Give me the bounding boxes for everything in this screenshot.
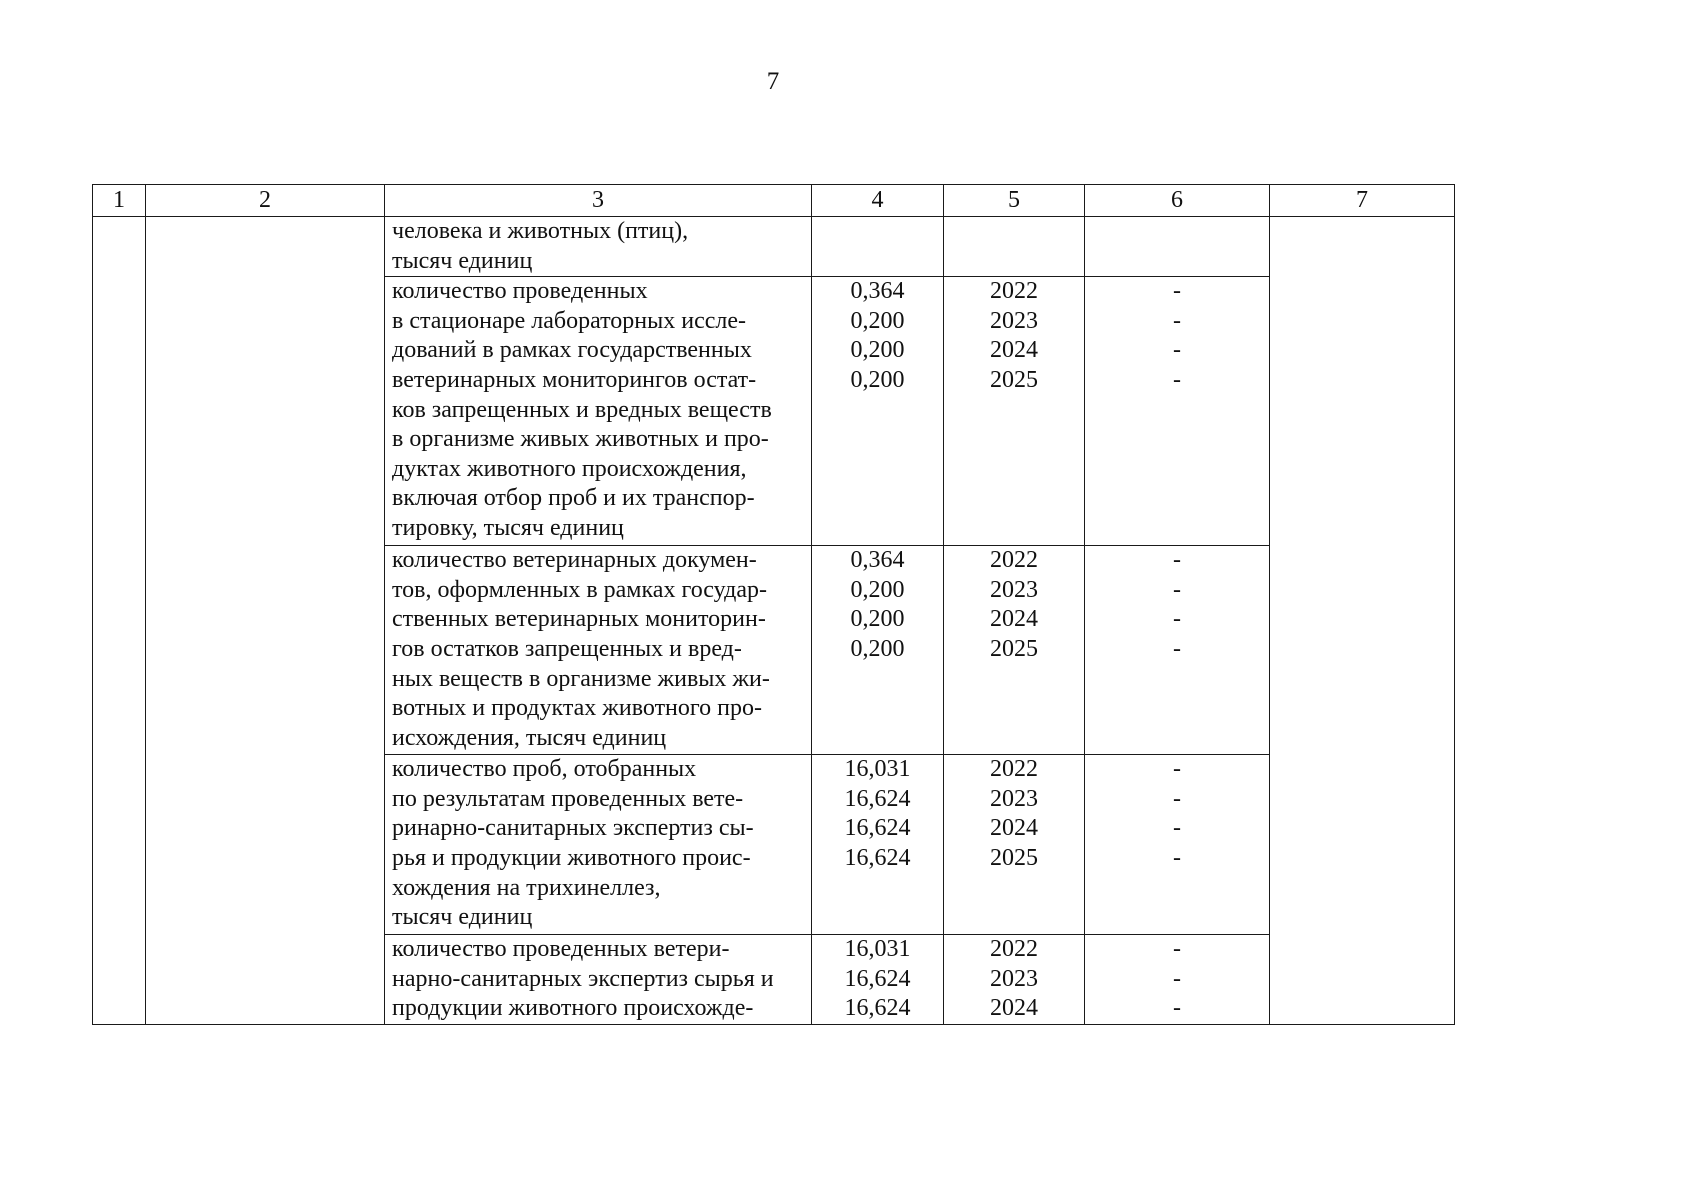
value-cell — [812, 217, 944, 277]
year-text: 2022 — [990, 278, 1038, 305]
value-text: 16,624 — [844, 785, 911, 812]
note-cell — [1085, 546, 1270, 755]
value-cell — [812, 546, 944, 755]
header-col-5: 5 — [944, 185, 1085, 217]
value-text: 0,200 — [850, 307, 905, 334]
header-col-7: 7 — [1270, 185, 1455, 217]
year-text: 2024 — [990, 995, 1038, 1022]
indicator-line: тов, оформленных в рамках государ- — [392, 576, 767, 603]
year-text: 2025 — [990, 844, 1038, 871]
indicator-cell — [385, 755, 812, 935]
value-text: 16,624 — [844, 995, 911, 1022]
note-cell — [1085, 277, 1270, 546]
col1-merged-cell — [93, 217, 146, 1025]
indicator-line: включая отбор проб и их транспор- — [392, 485, 755, 512]
indicator-line: количество проб, отобранных — [392, 756, 697, 783]
indicator-line: вотных и продуктах животного про- — [392, 695, 762, 722]
note-cell — [1085, 755, 1270, 935]
note-text: - — [1173, 965, 1181, 992]
year-text: 2023 — [990, 785, 1038, 812]
header-col-2: 2 — [146, 185, 385, 217]
year-cell — [944, 935, 1085, 1025]
indicator-line: рья и продукции животного проис- — [392, 844, 751, 871]
note-text: - — [1173, 366, 1181, 393]
indicator-line: человека и животных (птиц), — [392, 218, 689, 244]
year-text: 2024 — [990, 337, 1038, 364]
indicator-cell — [385, 935, 812, 1025]
indicator-cell — [385, 546, 812, 755]
table-header-row — [93, 185, 1455, 217]
indicator-line: продукции животного происхожде- — [392, 995, 754, 1022]
value-text: 0,200 — [850, 366, 905, 393]
header-col-6: 6 — [1085, 185, 1270, 217]
indicator-line: в стационаре лабораторных иссле- — [392, 307, 747, 334]
note-text: - — [1173, 635, 1181, 662]
table-row — [93, 217, 1455, 277]
indicator-line: количество проведенных ветери- — [392, 936, 730, 963]
value-text: 0,200 — [850, 576, 905, 603]
indicator-line: ных веществ в организме живых жи- — [392, 665, 770, 692]
indicator-line: ветеринарных мониторингов остат- — [392, 366, 757, 393]
year-cell — [944, 546, 1085, 755]
year-cell — [944, 277, 1085, 546]
header-col-3: 3 — [385, 185, 812, 217]
note-cell — [1085, 217, 1270, 277]
value-text: 0,200 — [850, 337, 905, 364]
indicator-line: тировку, тысяч единиц — [392, 514, 624, 541]
indicator-line: нарно-санитарных экспертиз сырья и — [392, 965, 774, 992]
indicator-line: исхождения, тысяч единиц — [392, 724, 667, 751]
value-text: 0,200 — [850, 606, 905, 633]
value-text: 16,624 — [844, 844, 911, 871]
value-cell — [812, 935, 944, 1025]
page-number: 7 — [766, 68, 780, 95]
year-text: 2025 — [990, 635, 1038, 662]
note-text: - — [1173, 785, 1181, 812]
year-cell — [944, 217, 1085, 277]
note-text: - — [1173, 576, 1181, 603]
note-text: - — [1173, 995, 1181, 1022]
indicator-cell — [385, 217, 812, 277]
indicator-line: дований в рамках государственных — [392, 337, 752, 364]
header-col-1: 1 — [93, 185, 146, 217]
year-text: 2022 — [990, 936, 1038, 963]
year-text: 2024 — [990, 606, 1038, 633]
indicator-line: количество ветеринарных докумен- — [392, 547, 757, 574]
header-col-4: 4 — [812, 185, 944, 217]
value-text: 0,364 — [850, 278, 905, 305]
year-text: 2023 — [990, 965, 1038, 992]
indicator-line: хождения на трихинеллез, — [392, 874, 661, 901]
indicator-line: в организме живых животных и про- — [392, 426, 769, 453]
indicator-line: дуктах животного происхождения, — [392, 455, 747, 482]
year-text: 2024 — [990, 815, 1038, 842]
note-text: - — [1173, 307, 1181, 334]
year-text: 2022 — [990, 756, 1038, 783]
indicator-line: гов остатков запрещенных и вред- — [392, 635, 742, 662]
indicator-line: ственных ветеринарных мониторин- — [392, 606, 766, 633]
value-text: 16,624 — [844, 815, 911, 842]
value-text: 0,364 — [850, 547, 905, 574]
indicator-line: ринарно-санитарных экспертиз сы- — [392, 815, 754, 842]
value-text: 16,031 — [844, 936, 911, 963]
value-text: 16,031 — [844, 756, 911, 783]
indicator-line: по результатам проведенных вете- — [392, 785, 744, 812]
value-cell — [812, 755, 944, 935]
col2-merged-cell — [146, 217, 385, 1025]
note-text: - — [1173, 606, 1181, 633]
note-text: - — [1173, 756, 1181, 783]
note-text: - — [1173, 278, 1181, 305]
year-text: 2023 — [990, 576, 1038, 603]
note-text: - — [1173, 337, 1181, 364]
indicator-line: ков запрещенных и вредных веществ — [392, 396, 772, 423]
value-cell — [812, 277, 944, 546]
col7-merged-cell — [1270, 217, 1455, 1025]
year-text: 2025 — [990, 366, 1038, 393]
year-cell — [944, 755, 1085, 935]
note-text: - — [1173, 815, 1181, 842]
indicator-cell — [385, 277, 812, 546]
note-text: - — [1173, 936, 1181, 963]
indicators-table — [92, 184, 1455, 1025]
note-cell — [1085, 935, 1270, 1025]
value-text: 0,200 — [850, 635, 905, 662]
year-text: 2023 — [990, 307, 1038, 334]
note-text: - — [1173, 547, 1181, 574]
indicator-line: количество проведенных — [392, 278, 648, 305]
value-text: 16,624 — [844, 965, 911, 992]
note-text: - — [1173, 844, 1181, 871]
year-text: 2022 — [990, 547, 1038, 574]
indicator-line: тысяч единиц — [392, 247, 533, 274]
indicator-line: тысяч единиц — [392, 904, 533, 931]
